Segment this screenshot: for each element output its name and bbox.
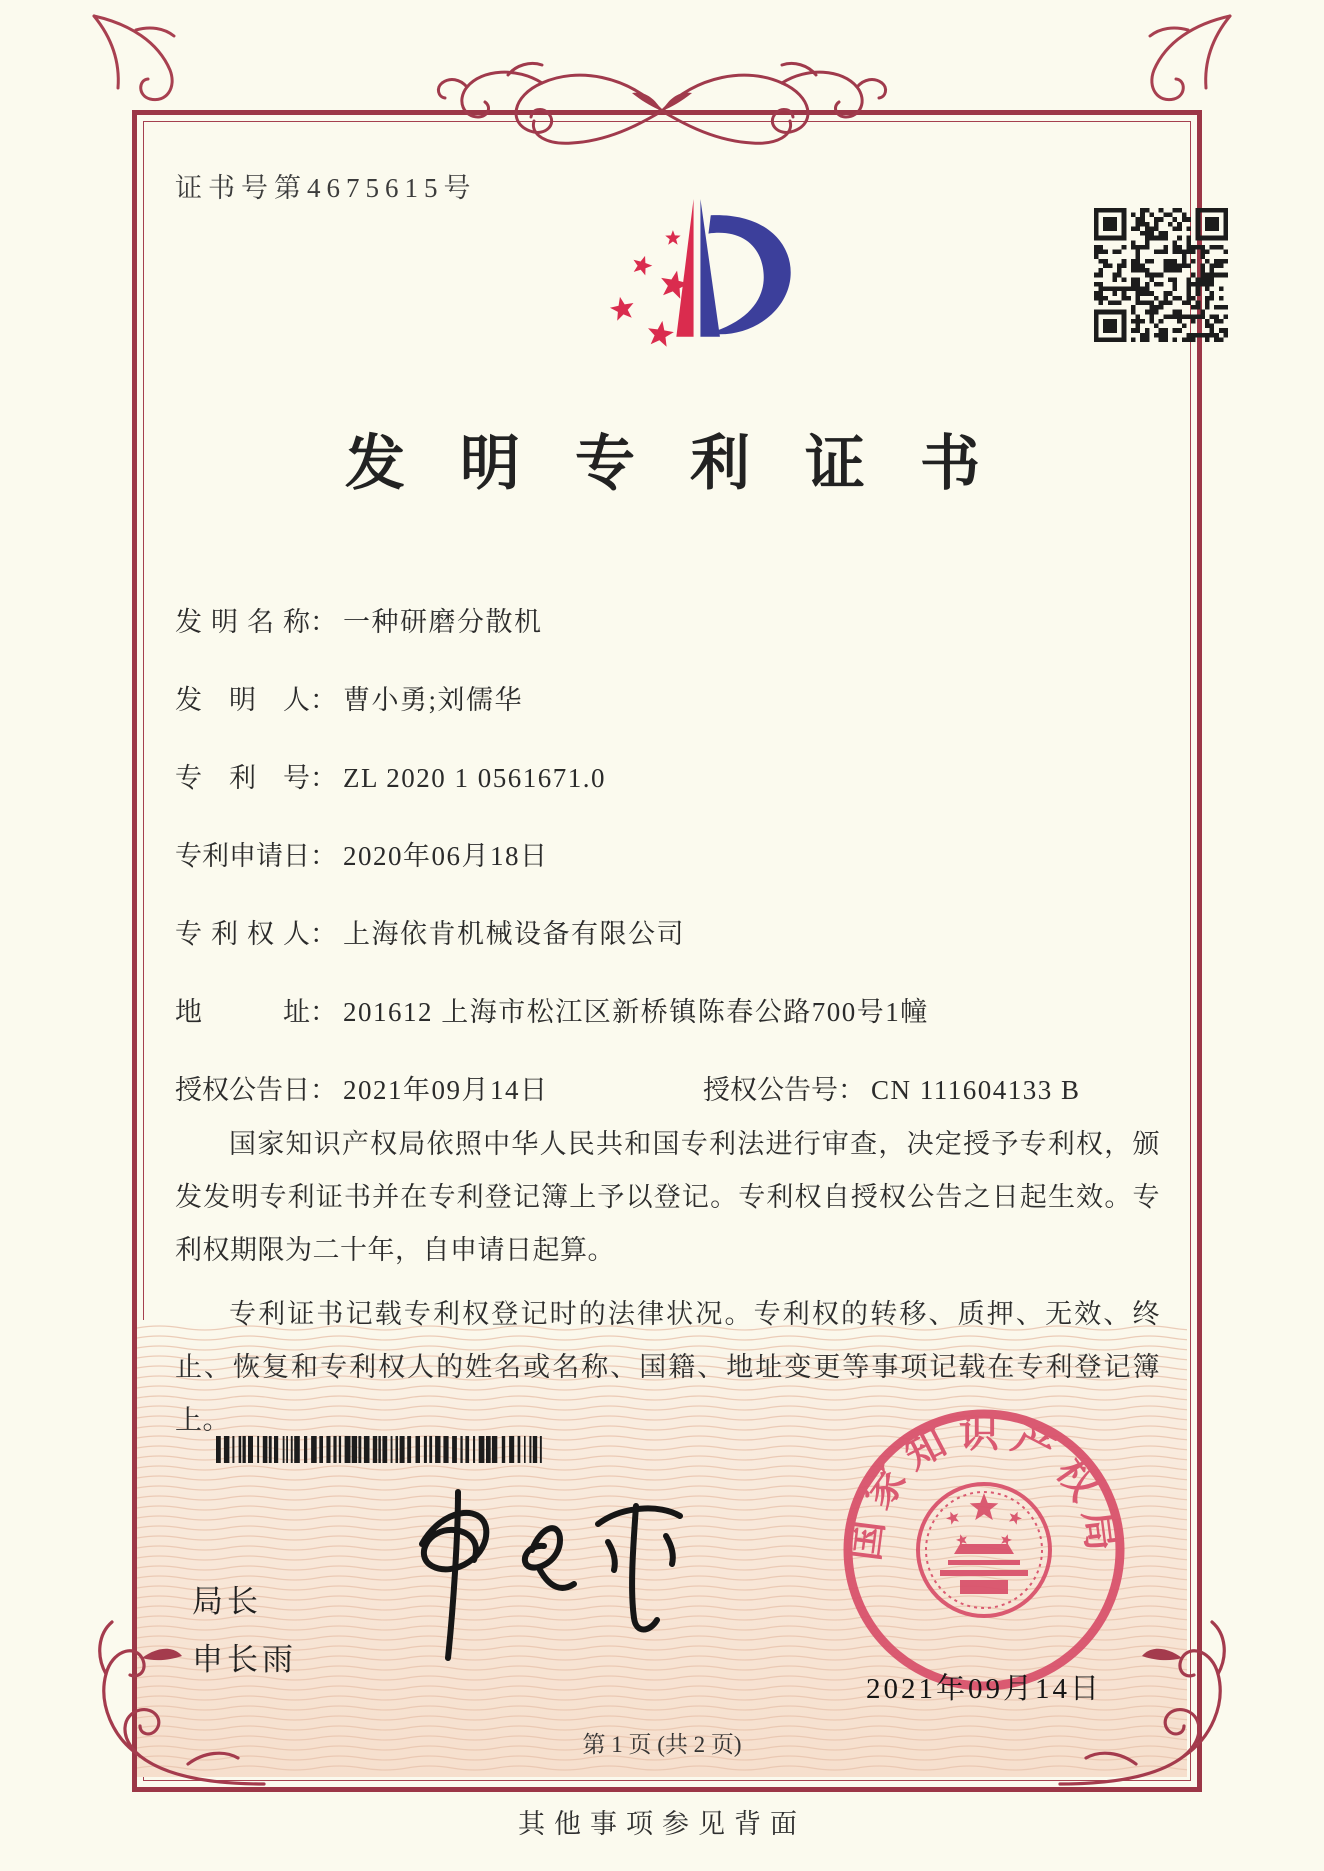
field-label: 授权公告号 xyxy=(703,1075,838,1105)
field-row-patent-number: 专利号： ZL 2020 1 0561671.0 xyxy=(175,756,1175,800)
field-row-address: 地址： 201612 上海市松江区新桥镇陈春公路700号1幢 xyxy=(175,990,1175,1034)
corner-ornament-top-right-icon xyxy=(1120,10,1240,120)
seal-ring-text: 国家知识产权局 xyxy=(841,1410,1126,1564)
field-label: 发明人 xyxy=(175,685,310,715)
field-row-patentee: 专利权人： 上海依肯机械设备有限公司 xyxy=(175,912,1175,956)
legal-paragraph-2: 专利证书记载专利权登记时的法律状况。专利权的转移、质押、无效、终止、恢复和专利权人的姓名或名称、国籍、地址变更等事项记载在专利登记簿上。 xyxy=(175,1299,1160,1435)
field-value: ZL 2020 1 0561671.0 xyxy=(343,763,606,793)
certificate-number: 证书号第4675615号 xyxy=(175,173,477,203)
director-signature-icon xyxy=(360,1478,720,1688)
qr-code xyxy=(1094,208,1228,342)
field-label: 专利权人 xyxy=(175,919,310,949)
field-value: 一种研磨分散机 xyxy=(343,607,543,637)
seal-date: 2021年09月14日 xyxy=(865,1673,1102,1705)
field-value: 2021年09月14日 xyxy=(343,1075,549,1105)
cnipa-logo-icon xyxy=(582,190,812,362)
field-grant-number: 授权公告号： CN 111604133 B xyxy=(703,1068,1081,1107)
field-row-grant: 授权公告日： 2021年09月14日 授权公告号： CN 111604133 B xyxy=(175,1068,1175,1112)
field-label: 授权公告日 xyxy=(175,1075,310,1105)
field-label: 专利号 xyxy=(175,763,310,793)
field-row-inventor: 发明人： 曹小勇;刘儒华 xyxy=(175,678,1175,722)
field-value: 上海依肯机械设备有限公司 xyxy=(343,919,685,949)
svg-text:国家知识产权局 xyxy=(842,1411,1126,1564)
back-side-note: 其他事项参见背面 xyxy=(518,1809,806,1839)
dragon-ornament-icon xyxy=(412,53,912,153)
field-label: 专利申请日 xyxy=(175,841,310,871)
national-emblem-icon xyxy=(918,1484,1050,1616)
field-label: 地址 xyxy=(175,997,310,1027)
field-value: CN 111604133 B xyxy=(871,1075,1081,1105)
director-name-label: 申长雨 xyxy=(192,1642,297,1677)
field-value: 201612 上海市松江区新桥镇陈春公路700号1幢 xyxy=(343,997,929,1027)
field-value: 曹小勇;刘儒华 xyxy=(343,685,524,715)
page-number: 第 1 页 (共 2 页) xyxy=(582,1732,742,1757)
corner-ornament-top-left-icon xyxy=(84,10,204,120)
field-row-application-date: 专利申请日： 2020年06月18日 xyxy=(175,834,1175,878)
field-row-invention-name: 发明名称： 一种研磨分散机 xyxy=(175,600,1175,644)
legal-paragraph-1: 国家知识产权局依照中华人民共和国专利法进行审查，决定授予专利权，颁发发明专利证书并在专利登记簿上予以登记。专利权自授权公告之日起生效。专利权期限为二十年，自申请日起算。 xyxy=(175,1129,1160,1265)
certificate-title: 发明专利证书 xyxy=(345,431,1035,497)
field-value: 2020年06月18日 xyxy=(343,841,549,871)
barcode xyxy=(214,1436,546,1463)
field-label: 发明名称 xyxy=(175,607,310,637)
cnipa-official-seal xyxy=(836,1402,1132,1698)
director-role-label: 局长 xyxy=(192,1584,262,1619)
